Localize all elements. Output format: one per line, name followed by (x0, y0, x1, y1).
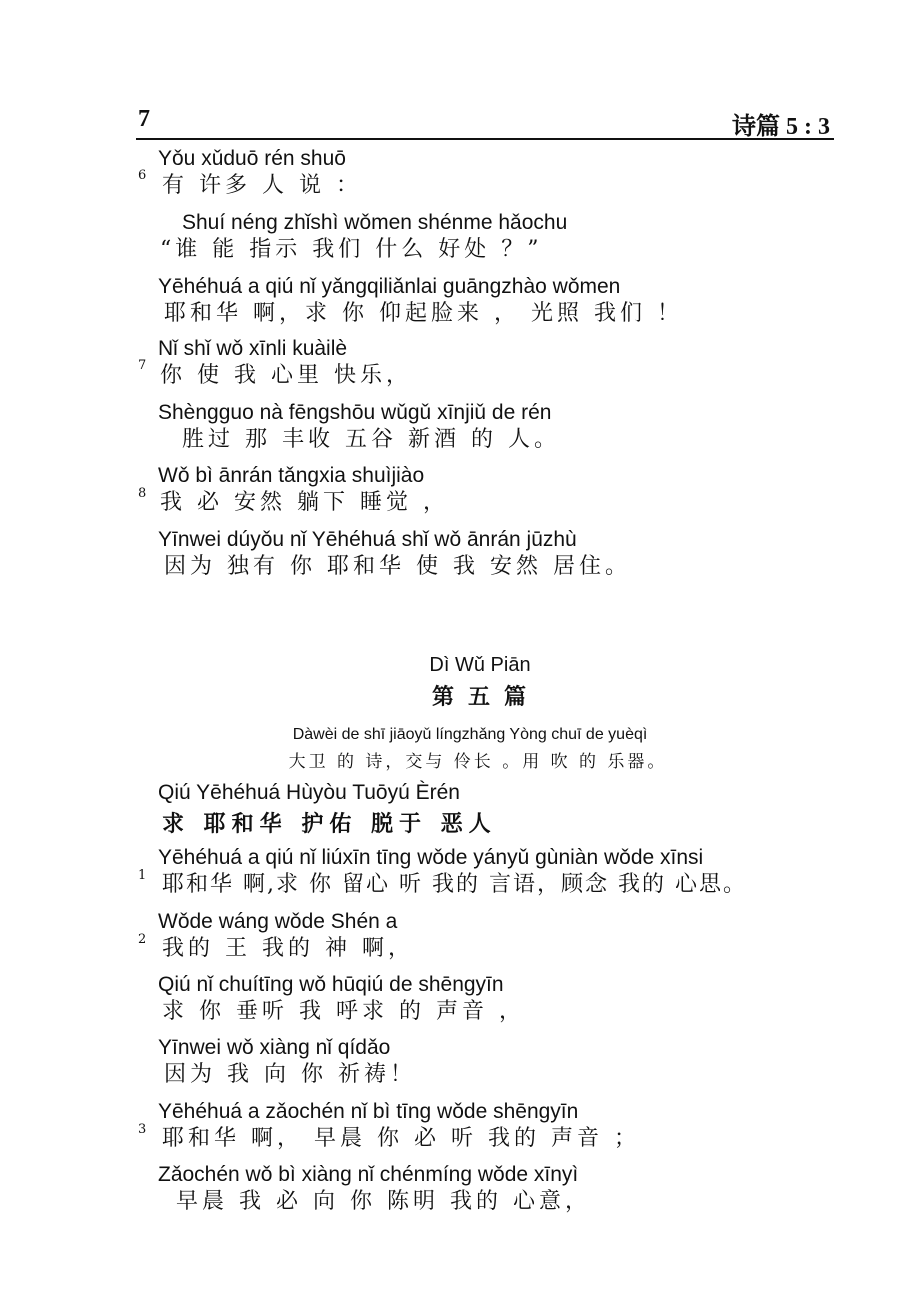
verse-number: 7 (138, 358, 147, 373)
pinyin-line: Yǒu xǔduō rén shuō (158, 147, 346, 170)
hanzi-line: 胜过 那 丰收 五谷 新酒 的 人。 (182, 427, 560, 452)
verse-number: 1 (138, 868, 147, 883)
verse-number: 6 (138, 168, 147, 183)
pinyin-line: Yēhéhuá a qiú nǐ yǎngqiliǎnlai guāngzhào wǒmen (158, 275, 621, 298)
hanzi-line: 有 许多 人 说 ： (162, 173, 362, 198)
pinyin-line: Qiú nǐ chuítīng wǒ hūqiú de shēngyīn (158, 973, 504, 996)
section-title: 第五篇 (431, 685, 540, 710)
subtitle-pinyin: Dàwèi de shī jiāoyǔ língzhǎng Yòng chuī de yuèqì (292, 726, 648, 743)
hanzi-line: “谁 能 指示 我们 什么 好处 ？” (160, 237, 543, 262)
pinyin-line: Yīnwei dúyǒu nǐ Yēhéhuá shǐ wǒ ānrán jūzhù (158, 528, 577, 551)
strophe-title: 求 耶和华 护佑 脱于 恶人 (162, 812, 497, 837)
pinyin-line: Yēhéhuá a qiú nǐ liúxīn tīng wǒde yányǔ gùniàn wǒde xīnsi (158, 846, 704, 869)
header-rule (136, 138, 834, 140)
pinyin-line: Zǎochén wǒ bì xiàng nǐ chénmíng wǒde xīnyì (158, 1163, 579, 1186)
hanzi-line: 早晨 我 必 向 你 陈明 我的 心意， (176, 1189, 591, 1214)
verse-number: 2 (138, 932, 147, 947)
hanzi-line: 我 必 安然 躺下 睡觉 ， (160, 490, 449, 515)
running-title: 诗篇 5 : 3 (732, 114, 830, 140)
hanzi-line: 求 你 垂听 我 呼求 的 声音 ， (162, 999, 525, 1024)
verse-number: 3 (138, 1122, 147, 1137)
strophe-pinyin: Qiú Yēhéhuá Hùyòu Tuōyú Èrén (158, 781, 460, 804)
pinyin-line: Shèngguo nà fēngshōu wǔgǔ xīnjiǔ de rén (158, 401, 552, 424)
subtitle-hanzi: 大卫 的 诗，交与 伶长 。用 吹 的 乐器。 (288, 752, 668, 772)
pinyin-line: Yīnwei wǒ xiàng nǐ qídǎo (158, 1036, 391, 1059)
pinyin-line: Yēhéhuá a zǎochén nǐ bì tīng wǒde shēngyīn (158, 1100, 579, 1123)
hanzi-line: 耶和华 啊， 早晨 你 必 听 我的 声音 ； (162, 1126, 640, 1151)
pinyin-line: Shuí néng zhǐshì wǒmen shénme hǎochu (182, 211, 568, 234)
hanzi-line: 耶和华 啊，求 你 仰起脸来 ， 光照 我们 ！ (164, 301, 683, 326)
hanzi-line: 耶和华 啊,求 你 留心 听 我的 言语，顾念 我的 心思。 (162, 872, 747, 897)
pinyin-line: Nǐ shǐ wǒ xīnli kuàilè (158, 337, 348, 360)
page-number: 7 (138, 106, 150, 132)
pinyin-line: Wǒ bì ānrán tǎngxia shuìjiào (158, 464, 425, 487)
pinyin-line: Wǒde wáng wǒde Shén a (158, 910, 398, 933)
hanzi-line: 你 使 我 心里 快乐， (160, 363, 412, 388)
hanzi-line: 因为 独有 你 耶和华 使 我 安然 居住。 (164, 554, 631, 579)
hanzi-line: 因为 我 向 你 祈祷！ (164, 1062, 416, 1087)
hanzi-line: 我的 王 我的 神 啊， (162, 936, 414, 961)
verse-number: 8 (138, 486, 147, 501)
section-pinyin: Dì Wǔ Piān (429, 654, 531, 676)
